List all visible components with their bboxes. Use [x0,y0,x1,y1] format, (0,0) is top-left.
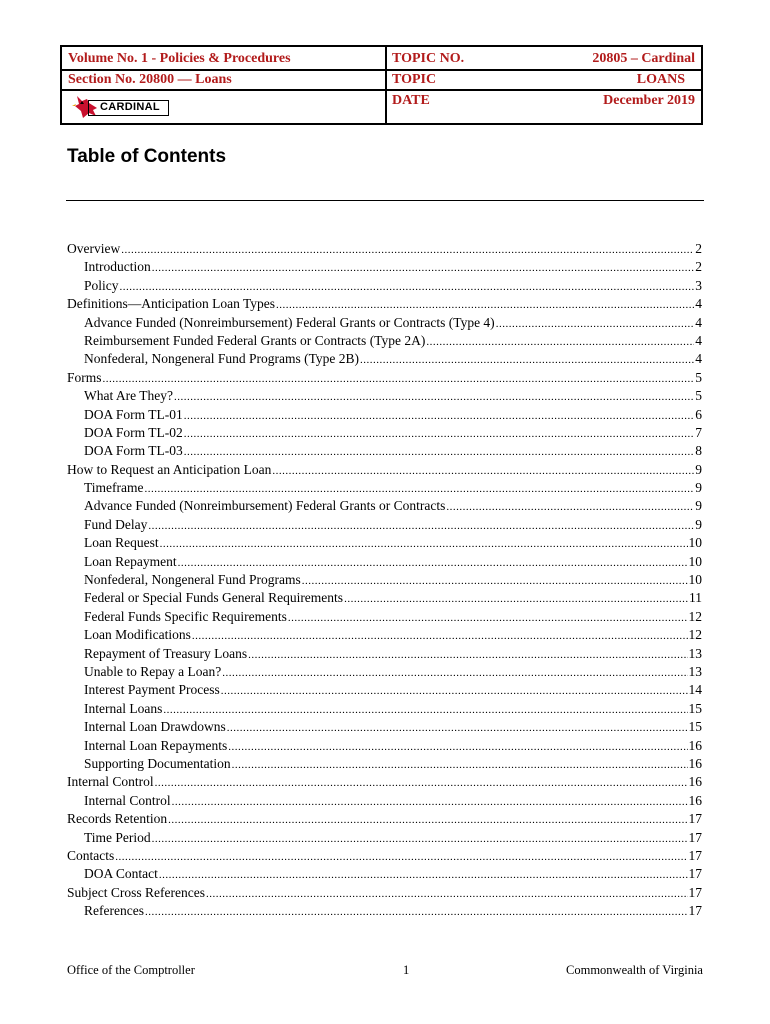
header-rule [62,69,385,71]
toc-entry[interactable] [67,865,702,883]
toc-entry-label: Introduction [84,259,151,275]
toc-entry-page: 7 [695,424,702,440]
toc-entry-page: 11 [689,590,702,606]
toc-leader-dots [163,701,687,719]
toc-entry-label: Repayment of Treasury Loans [84,645,248,661]
toc-entry[interactable] [67,626,702,644]
toc-entry-label: DOA Contact [84,866,158,882]
table-of-contents [67,240,702,920]
toc-leader-dots [148,517,694,535]
header-rule [62,89,385,91]
toc-entry-label: Fund Delay [84,516,148,532]
toc-entry-page: 17 [688,903,702,919]
date-value: December 2019 [603,93,695,108]
toc-entry-page: 13 [688,645,702,661]
toc-entry[interactable] [67,829,702,847]
toc-entry-page: 14 [688,682,702,698]
toc-entry-label: Forms [67,369,102,385]
toc-leader-dots [160,535,688,553]
toc-entry[interactable] [67,295,702,313]
toc-entry[interactable] [67,461,702,479]
toc-entry-page: 17 [688,847,702,863]
toc-entry-page: 17 [688,884,702,900]
toc-entry-page: 3 [695,277,702,293]
toc-entry-page: 4 [695,314,702,330]
toc-leader-dots [222,664,687,682]
toc-entry-label: Timeframe [84,480,144,496]
toc-entry-page: 10 [688,535,702,551]
toc-entry[interactable] [67,424,702,442]
toc-entry-label: Reimbursement Funded Federal Grants or Contracts (Type 2A) [84,332,426,348]
toc-entry-page: 17 [688,811,702,827]
toc-leader-dots [155,774,688,792]
toc-entry[interactable] [67,810,702,828]
toc-entry-page: 2 [695,241,702,256]
toc-entry-label: Federal Funds Specific Requirements [84,608,287,624]
toc-entry[interactable] [67,737,702,755]
document-header [60,45,703,125]
toc-leader-dots [172,793,688,811]
toc-entry[interactable] [67,755,702,773]
title-rule [66,200,704,201]
toc-entry[interactable] [67,589,702,607]
toc-entry-page: 15 [688,700,702,716]
toc-entry-page: 17 [688,866,702,882]
toc-entry-page: 12 [688,608,702,624]
toc-leader-dots [145,903,688,921]
toc-entry-label: Policy [84,277,119,293]
toc-entry-label: Definitions—Anticipation Loan Types [67,296,276,312]
toc-entry-label: References [84,903,144,919]
toc-leader-dots [221,682,688,700]
toc-entry-label: Nonfederal, Nongeneral Fund Programs [84,572,301,588]
toc-entry[interactable] [67,681,702,699]
toc-leader-dots [152,259,695,277]
header-divider [385,47,387,123]
toc-entry[interactable] [67,497,702,515]
toc-leader-dots [115,848,687,866]
toc-entry-page: 16 [688,792,702,808]
toc-leader-dots [121,241,694,259]
toc-entry-label: Internal Loan Drawdowns [84,719,226,735]
toc-entry-label: DOA Form TL-02 [84,424,183,440]
toc-leader-dots [168,811,687,829]
toc-entry-label: Internal Control [84,792,171,808]
cardinal-logo [71,94,171,120]
toc-entry[interactable] [67,240,702,258]
toc-entry[interactable] [67,608,702,626]
toc-entry[interactable] [67,902,702,920]
toc-entry-page: 4 [695,332,702,348]
toc-entry-page: 4 [695,296,702,312]
toc-entry[interactable] [67,442,702,460]
toc-entry-label: Advance Funded (Nonreimbursement) Federal Grants or Contracts (Type 4) [84,314,495,330]
toc-entry-page: 12 [688,627,702,643]
toc-entry-label: How to Request an Anticipation Loan [67,461,272,477]
toc-entry-label: DOA Form TL-03 [84,443,183,459]
toc-leader-dots [120,278,695,296]
toc-leader-dots [152,830,688,848]
topic-no-value: 20805 – Cardinal [592,51,695,66]
toc-entry[interactable] [67,350,702,368]
toc-entry-label: Overview [67,241,121,256]
toc-entry-page: 10 [688,572,702,588]
toc-leader-dots [145,480,695,498]
toc-leader-dots [344,590,688,608]
toc-entry[interactable] [67,479,702,497]
toc-entry-label: What Are They? [84,388,173,404]
toc-leader-dots [446,498,694,516]
toc-entry-label: Subject Cross References [67,884,205,900]
toc-entry-label: Supporting Documentation [84,755,231,771]
toc-entry-label: Loan Request [84,535,159,551]
toc-entry-label: Time Period [84,829,151,845]
toc-leader-dots [103,370,695,388]
toc-leader-dots [496,315,695,333]
toc-leader-dots [174,388,694,406]
topic-value: LOANS [636,72,685,87]
toc-entry-page: 17 [688,829,702,845]
toc-leader-dots [228,738,687,756]
toc-entry-page: 4 [695,351,702,367]
toc-leader-dots [276,296,694,314]
toc-entry[interactable] [67,700,702,718]
toc-leader-dots [302,572,688,590]
toc-entry[interactable] [67,534,702,552]
toc-entry-label: Internal Control [67,774,154,790]
toc-entry-page: 16 [688,755,702,771]
toc-leader-dots [206,885,688,903]
toc-entry[interactable] [67,645,702,663]
toc-entry[interactable] [67,847,702,865]
toc-entry-label: Loan Repayment [84,553,177,569]
toc-leader-dots [272,462,694,480]
toc-entry[interactable] [67,369,702,387]
toc-entry[interactable] [67,884,702,902]
toc-entry-page: 16 [688,737,702,753]
section-label: Section No. 20800 — Loans [68,72,232,87]
toc-leader-dots [184,425,694,443]
toc-entry-page: 10 [688,553,702,569]
toc-entry-page: 13 [688,663,702,679]
toc-leader-dots [192,627,688,645]
footer-left: Office of the Comptroller [67,963,195,977]
toc-entry-label: Federal or Special Funds General Requirements [84,590,344,606]
toc-entry-label: Records Retention [67,811,168,827]
toc-leader-dots [178,554,688,572]
header-rule [385,89,701,91]
toc-entry-page: 9 [695,516,702,532]
toc-entry[interactable] [67,718,702,736]
toc-entry-label: DOA Form TL-01 [84,406,183,422]
date-label: DATE [392,93,430,108]
toc-leader-dots [248,646,687,664]
toc-entry-label: Interest Payment Process [84,682,220,698]
toc-leader-dots [426,333,694,351]
volume-label: Volume No. 1 - Policies & Procedures [68,51,291,66]
topic-no-label: TOPIC NO. [392,51,465,66]
toc-entry[interactable] [67,773,702,791]
toc-entry[interactable] [67,406,702,424]
toc-entry-page: 5 [695,388,702,404]
toc-entry-label: Internal Loans [84,700,163,716]
toc-entry-label: Internal Loan Repayments [84,737,228,753]
toc-entry-page: 5 [695,369,702,385]
toc-entry[interactable] [67,387,702,405]
toc-entry-page: 2 [695,259,702,275]
toc-leader-dots [227,719,688,737]
toc-entry-label: Unable to Repay a Loan? [84,663,222,679]
footer-right: Commonwealth of Virginia [566,963,703,977]
toc-entry-page: 9 [695,480,702,496]
toc-entry-label: Loan Modifications [84,627,191,643]
toc-entry-label: Advance Funded (Nonreimbursement) Federal Grants or Contracts [84,498,446,514]
toc-leader-dots [288,609,688,627]
toc-entry[interactable] [67,332,702,350]
toc-entry[interactable] [67,571,702,589]
toc-leader-dots [360,351,694,369]
cardinal-logo-text: CARDINAL [88,100,169,116]
page-number: 1 [403,963,410,977]
header-rule [385,69,701,71]
toc-entry-page: 9 [695,498,702,514]
toc-entry[interactable] [67,314,702,332]
toc-entry-page: 6 [695,406,702,422]
toc-entry-page: 9 [695,461,702,477]
toc-entry-page: 8 [695,443,702,459]
page-title: Table of Contents [67,146,227,167]
toc-entry[interactable] [67,277,702,295]
toc-entry[interactable] [67,258,702,276]
topic-label: TOPIC [392,72,437,87]
toc-entry-page: 16 [688,774,702,790]
toc-entry[interactable] [67,663,702,681]
toc-leader-dots [184,443,694,461]
toc-entry[interactable] [67,516,702,534]
toc-entry-label: Contacts [67,847,115,863]
toc-entry[interactable] [67,553,702,571]
toc-leader-dots [159,866,688,884]
toc-leader-dots [184,407,694,425]
toc-entry[interactable] [67,792,702,810]
toc-leader-dots [232,756,688,774]
toc-entry-page: 15 [688,719,702,735]
toc-entry-label: Nonfederal, Nongeneral Fund Programs (Type 2B) [84,351,359,367]
